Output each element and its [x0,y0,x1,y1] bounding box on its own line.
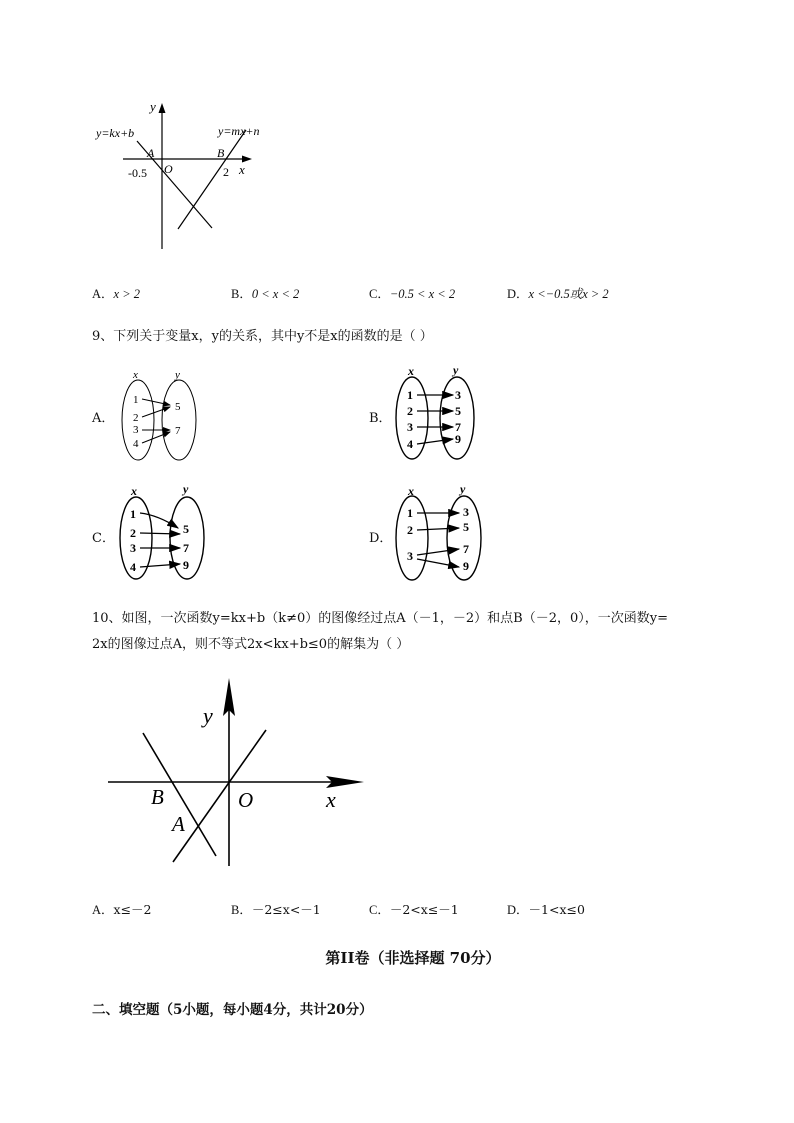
q10-point-b-label: B [151,785,164,809]
q8-tick-neg: -0.5 [128,166,147,180]
q9-stem: 9、下列关于变量x，y的关系，其中y不是x的函数的是（ ） [92,329,433,344]
q9c-x-2: 2 [130,526,136,540]
q9a-arrow-4 [142,432,170,443]
q9b-x-3: 3 [407,420,413,434]
q10-option-c-text: －2<x≤－1 [389,902,459,917]
q9a-x-label: x [133,369,138,381]
q9b-x-4: 4 [407,437,413,451]
q9d-x-2: 2 [407,523,413,537]
q9b-y-5: 5 [455,404,461,418]
q9b-x-2: 2 [407,404,413,418]
q8-line1-label: y=kx+b [96,126,135,140]
q9a-x-3: 3 [133,424,139,436]
q9-option-b-letter[interactable]: B． [369,411,392,426]
q9a-x-1: 1 [133,394,139,406]
q8-line2-label: y=mx+n [218,124,260,138]
q8-y-label: y [150,99,156,114]
q8-option-b-text: 0 < x < 2 [251,287,300,301]
q9a-arrow-2 [142,407,170,417]
q9d-x-3: 3 [407,549,413,563]
q9d-y-9: 9 [463,559,469,573]
q10-option-b-text: －2≤x<－1 [251,902,321,917]
q9c-x-3: 3 [130,541,136,555]
q9b-y-7: 7 [455,420,461,434]
q9d-y-3: 3 [463,505,469,519]
q8-option-b-letter: B． [231,287,252,301]
q8-x-label: x [239,162,245,177]
q9b-x-1: 1 [407,388,413,402]
q9c-y-5: 5 [183,522,189,536]
q9d-arrow-3 [417,549,459,555]
q10-x-label: x [326,787,336,812]
q9d-x-1: 1 [407,506,413,520]
q8-point-a-label: A [147,146,155,160]
q8-y-arrow [159,103,166,113]
q9b-y-3: 3 [455,388,461,402]
q9-option-b-diagram [392,362,487,464]
q9d-arrow-2 [417,528,459,530]
part2-title: 第II卷（非选择题 70分） [325,949,501,967]
q8-tick-pos: 2 [223,165,229,179]
q9-option-a-diagram [118,365,208,465]
q9a-y-label: y [175,369,180,381]
q8-option-c[interactable] [369,284,455,302]
q8-option-a-letter: A． [92,287,114,301]
q9-option-d-letter[interactable]: D． [369,531,393,546]
q9-option-a-letter[interactable]: A． [92,411,115,426]
q8-origin-label: O [164,162,173,176]
q8-option-a-text: x > 2 [113,287,141,301]
q9a-x-2: 2 [133,412,139,424]
q8-option-d-text: x <−0.5或x > 2 [528,287,609,301]
q10-y-label: y [203,703,213,728]
q10-option-b-letter: B． [231,903,252,917]
q10-option-a-text: x≤－2 [113,902,152,917]
q9-option-c-diagram [116,482,211,584]
q8-option-c-letter: C． [369,287,390,301]
q8-point-b-label: B [217,146,225,160]
q10-stem-line2: 2x的图像过点A，则不等式2x<kx+b≤0的解集为（ ） [92,637,410,652]
q9c-arrow-2 [140,533,180,534]
q10-option-c-letter: C． [369,903,390,917]
q9c-y-9: 9 [183,558,189,572]
q9b-y-9: 9 [455,432,461,446]
q9b-y-label: y [453,363,459,377]
q9d-y-7: 7 [463,542,469,556]
q9c-y-label: y [183,482,189,496]
q8-option-b[interactable] [231,284,299,302]
q8-graph [90,95,280,260]
q8-option-c-text: −0.5 < x < 2 [389,287,456,301]
q10-graph [100,672,375,872]
q9d-y-label: y [460,482,466,496]
q8-option-d-letter: D． [507,287,529,301]
q10-option-a-letter: A． [92,903,114,917]
q10-option-c[interactable] [369,900,459,918]
q9a-arrow-1 [142,399,170,405]
q9a-y-7: 7 [175,425,181,437]
q9b-arrow-4 [417,439,453,444]
q10-option-b[interactable] [231,900,321,918]
part2-section-heading: 二、填空题（5小题，每小题4分，共计20分） [92,1002,373,1018]
q9a-x-4: 4 [133,438,139,450]
q10-option-d[interactable] [507,900,585,918]
q8-option-a[interactable] [92,284,140,302]
q9a-y-set [162,380,196,460]
q9d-y-5: 5 [463,520,469,534]
q9a-y-5: 5 [175,401,181,413]
q9d-x-label: x [408,484,414,498]
q9b-x-label: x [408,364,414,378]
q10-stem-line1: 10、如图，一次函数y=kx+b（k≠0）的图像经过点A（－1，－2）和点B（－2，0），一次函数y= [92,611,669,626]
q9c-y-7: 7 [183,541,189,555]
q9-option-d-diagram [392,480,487,584]
q10-option-d-letter: D． [507,903,529,917]
q10-option-a[interactable] [92,900,152,918]
q9c-x-1: 1 [130,507,136,521]
q10-origin-label: O [238,788,254,812]
q9c-x-label: x [131,484,137,498]
q10-point-a-label: A [172,812,185,836]
q10-option-d-text: －1<x≤0 [528,902,585,917]
q8-line-mx-n [178,130,246,229]
q8-option-d[interactable] [507,284,609,302]
q9c-x-4: 4 [130,560,136,574]
q9-option-c-letter[interactable]: C． [92,531,115,546]
